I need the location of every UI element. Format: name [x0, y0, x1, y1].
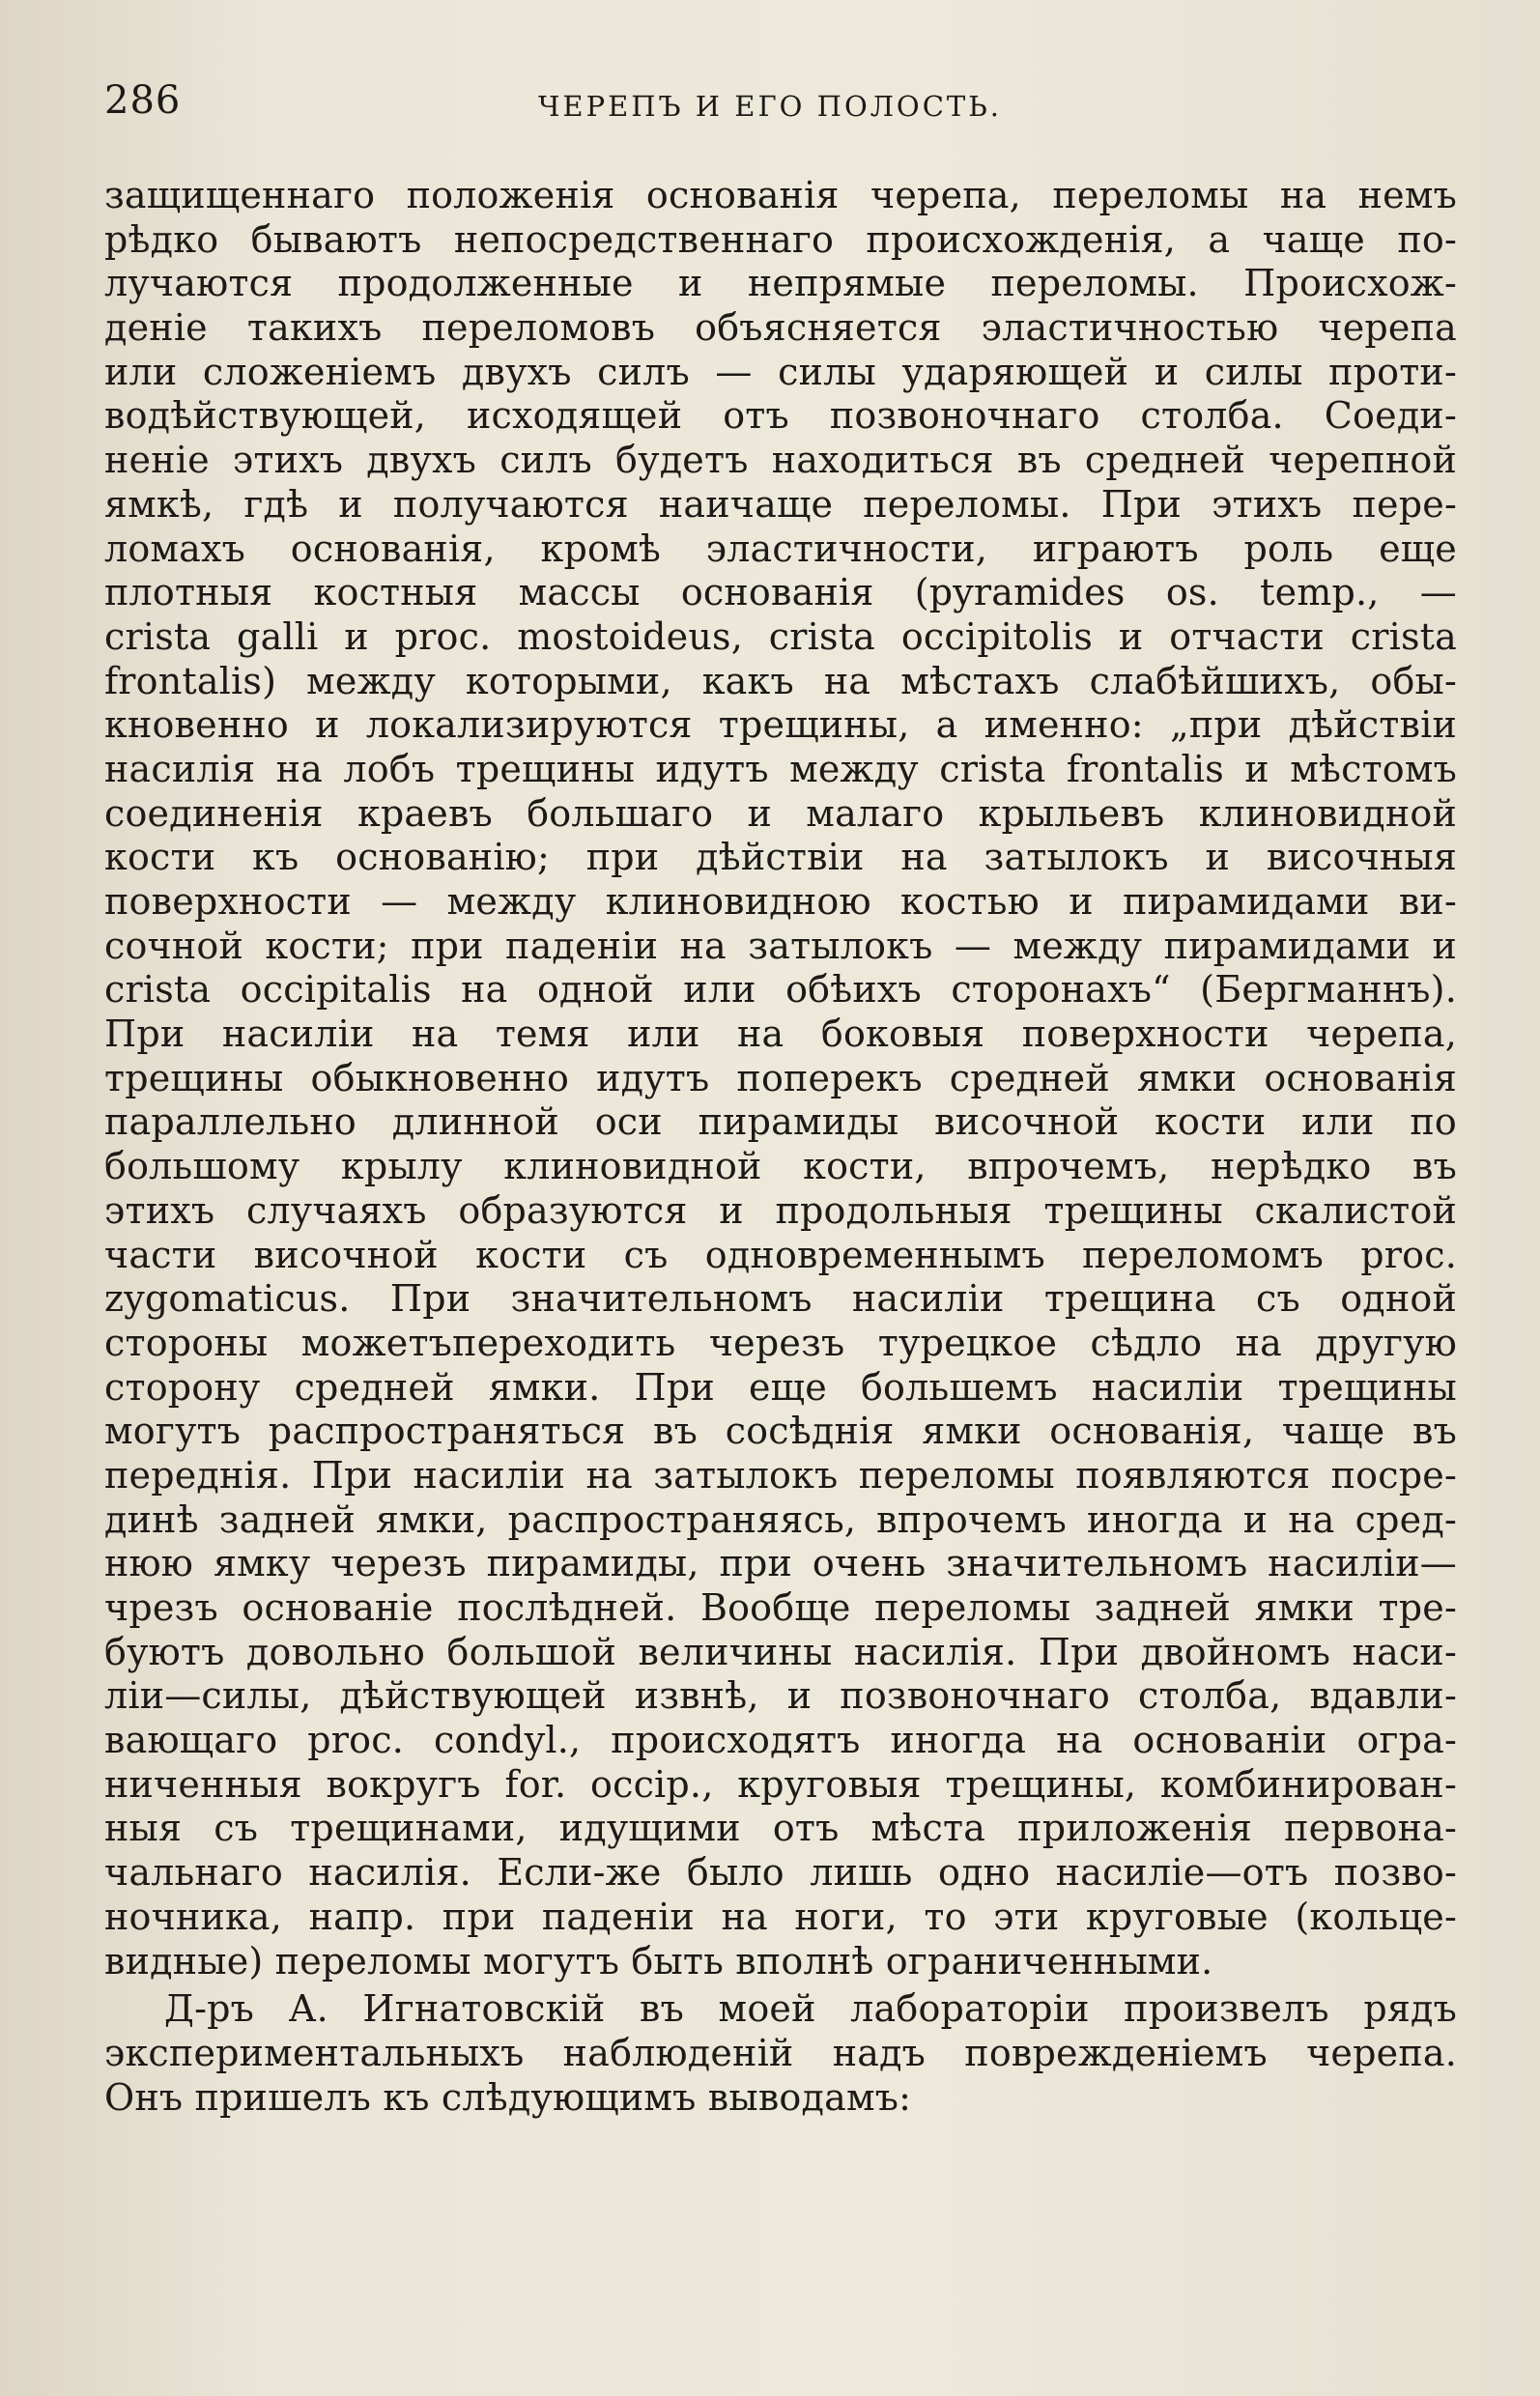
body-text — [104, 174, 1457, 2120]
text-line: части височной кости съ одновременнымъ переломомъ proc. — [104, 1233, 1457, 1276]
text-line: трещины обыкновенно идутъ поперекъ средней ямки основанія — [104, 1056, 1457, 1099]
text-line: Онъ пришелъ къ слѣдующимъ выводамъ: — [104, 2075, 912, 2119]
paragraph-2 — [104, 1987, 1457, 2120]
text-line: ліи—силы, дѣйствующей извнѣ, и позвоночнаго столба, вдавли- — [104, 1674, 1457, 1718]
text-line: большому крылу клиновидной кости, впрочемъ, нерѣдко въ — [104, 1145, 1457, 1188]
text-line: параллельно длинной оси пирамиды височной кости или по — [104, 1100, 1457, 1144]
text-line: сочной кости; при паденіи на затылокъ — между пирамидами и — [104, 924, 1457, 967]
text-line: сторону средней ямки. При еще большемъ насиліи трещины — [104, 1365, 1457, 1409]
text-line: соединенія краевъ большаго и малаго крыльевъ клиновидной — [104, 791, 1457, 835]
text-line: нюю ямку черезъ пирамиды, при очень значительномъ насиліи— — [104, 1542, 1457, 1585]
text-line: ломахъ основанія, кромѣ эластичности, играютъ роль еще — [104, 527, 1457, 570]
text-line: кновенно и локализируются трещины, а именно: „при дѣйствіи — [104, 703, 1457, 747]
text-line: неніе этихъ двухъ силъ будетъ находиться въ средней черепной — [104, 439, 1457, 482]
running-title: ЧЕРЕПЪ И ЕГО ПОЛОСТЬ. — [537, 90, 1003, 123]
text-line: переднія. При насиліи на затылокъ переломы появляются посре- — [104, 1453, 1457, 1497]
text-line: стороны можетъпереходить черезъ турецкое сѣдло на другую — [104, 1321, 1457, 1364]
page-number: 286 — [104, 78, 182, 123]
text-line: могутъ распространяться въ сосѣднія ямки основанія, чаще въ — [104, 1410, 1457, 1453]
text-line: При насиліи на темя или на боковыя поверхности черепа, — [104, 1013, 1457, 1056]
text-line: лучаются продолженные и непрямые переломы. Происхож- — [104, 262, 1457, 305]
text-line: буютъ довольно большой величины насилія. При двойномъ наси- — [104, 1630, 1457, 1673]
text-line: водѣйствующей, исходящей отъ позвоночнаго столба. Соеди- — [104, 394, 1457, 438]
text-line: защищеннаго положенія основанія черепа, переломы на немъ — [104, 174, 1457, 216]
text-line: ныя съ трещинами, идущими отъ мѣста приложенія первона- — [104, 1807, 1457, 1850]
text-line: поверхности — между клиновидною костью и пирамидами ви- — [104, 880, 1457, 923]
text-line: чальнаго насилія. Если-же было лишь одно насиліе—отъ позво- — [104, 1851, 1457, 1895]
text-line: видные) переломы могутъ быть вполнѣ ограниченными. — [104, 1939, 1213, 1982]
text-line: ниченныя вокругъ for. occip., круговыя трещины, комбинирован- — [104, 1762, 1457, 1806]
text-line: плотныя костныя массы основанія (pyramides os. temp., — — [104, 571, 1457, 614]
text-line: рѣдко бываютъ непосредственнаго происхожденія, а чаще по- — [104, 217, 1457, 261]
text-line: или сложеніемъ двухъ силъ — силы ударяющей и силы проти- — [104, 350, 1457, 393]
text-line: frontalis) между которыми, какъ на мѣстахъ слабѣйшихъ, обы- — [104, 659, 1458, 702]
text-line: ямкѣ, гдѣ и получаются наичаще переломы. При этихъ пере- — [104, 482, 1457, 526]
text-line: ночника, напр. при паденіи на ноги, то эти круговые (кольце- — [104, 1895, 1457, 1938]
text-line: экспериментальныхъ наблюденій надъ поврежденіемъ черепа. — [104, 2031, 1457, 2074]
text-line: чрезъ основаніе послѣдней. Вообще переломы задней ямки тре- — [104, 1586, 1457, 1629]
text-line: насилія на лобъ трещины идутъ между crista frontalis и мѣстомъ — [104, 747, 1457, 790]
text-line: crista occipitalis на одной или обѣихъ сторонахъ“ (Бергманнъ). — [104, 968, 1457, 1012]
text-line: кости къ основанію; при дѣйствіи на затылокъ и височныя — [104, 836, 1457, 879]
text-line: деніе такихъ переломовъ объясняется эластичностью черепа — [104, 306, 1457, 350]
text-line: вающаго proc. condyl., происходятъ иногда на основаніи огра- — [104, 1719, 1457, 1762]
text-line: динѣ задней ямки, распространяясь, впрочемъ иногда и на сред- — [104, 1498, 1457, 1541]
paragraph-1 — [104, 174, 1457, 1983]
text-line: Д-ръ А. Игнатовскій въ моей лабораторіи произвелъ рядъ — [164, 1987, 1457, 2031]
text-line: crista galli и proc. mostoideus, crista occipitolis и отчасти crista — [104, 614, 1457, 658]
text-line: zygomaticus. При значительномъ насиліи трещина съ одной — [104, 1277, 1457, 1321]
text-line: этихъ случаяхъ образуются и продольныя трещины скалистой — [104, 1188, 1457, 1232]
